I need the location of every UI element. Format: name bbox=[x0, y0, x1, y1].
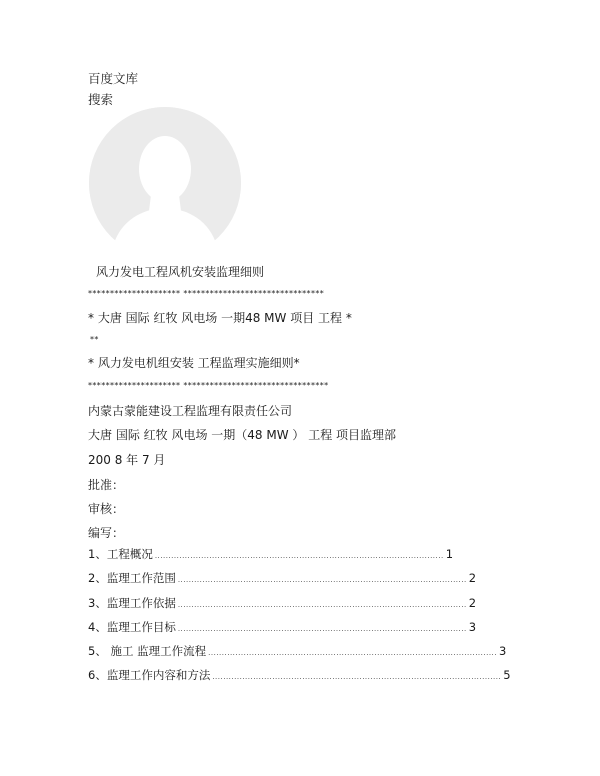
avatar bbox=[89, 107, 241, 259]
toc-item-page: 5 bbox=[503, 668, 511, 682]
toc-item[interactable] bbox=[88, 643, 507, 659]
toc-item[interactable] bbox=[88, 619, 477, 635]
toc-item-label: 5、 施工 监理工作流程 bbox=[88, 644, 207, 658]
separator-stars-2: ********************* ********************************* bbox=[88, 381, 329, 390]
toc-leader-dots: .......................................................................................................... bbox=[154, 552, 444, 560]
doc-date: 200 8 年 7 月 bbox=[88, 453, 166, 467]
toc-item-label: 2、监理工作范围 bbox=[88, 571, 176, 585]
toc-leader-dots: .......................................................................................................... bbox=[177, 625, 467, 633]
project-name: * 大唐 国际 红牧 风电场 一期48 MW 项目 工程 * bbox=[88, 311, 352, 325]
separator-stars: ********************* ******************************** bbox=[88, 289, 325, 298]
toc-item[interactable] bbox=[88, 570, 477, 586]
department-name: 大唐 国际 红牧 风电场 一期（48 MW ） 工程 项目监理部 bbox=[88, 428, 397, 442]
person-silhouette-icon bbox=[89, 107, 241, 259]
approve-label: 批准： bbox=[88, 478, 125, 492]
company-name: 内蒙古蒙能建设工程监理有限责任公司 bbox=[88, 404, 293, 418]
toc-item-page: 2 bbox=[468, 596, 477, 610]
search-link[interactable]: 搜索 bbox=[88, 92, 114, 107]
toc-item[interactable] bbox=[88, 667, 511, 683]
toc-item-page: 3 bbox=[468, 620, 477, 634]
toc-item-page: 1 bbox=[445, 547, 454, 561]
author-label: 编写： bbox=[88, 526, 125, 540]
brand-name[interactable]: 百度文库 bbox=[88, 71, 139, 86]
doc-subtitle: * 风力发电机组安装 工程监理实施细则* bbox=[88, 356, 300, 370]
toc-item[interactable] bbox=[88, 546, 454, 562]
separator-double-star: ** bbox=[90, 335, 99, 344]
toc-item-label: 4、监理工作目标 bbox=[88, 620, 176, 634]
toc-leader-dots: .......................................................................................................... bbox=[212, 673, 502, 681]
toc-item-page: 3 bbox=[499, 644, 507, 658]
toc-leader-dots: .......................................................................................................... bbox=[208, 649, 498, 657]
review-label: 审核： bbox=[88, 502, 125, 516]
doc-title: 风力发电工程风机安装监理细则 bbox=[96, 265, 265, 279]
toc-leader-dots: .......................................................................................................... bbox=[177, 601, 467, 609]
toc-item-page: 2 bbox=[468, 571, 477, 585]
toc-leader-dots: .......................................................................................................... bbox=[177, 576, 467, 584]
toc-item-label: 6、监理工作内容和方法 bbox=[88, 668, 211, 682]
toc-item-label: 1、工程概况 bbox=[88, 547, 153, 561]
toc-item-label: 3、监理工作依据 bbox=[88, 596, 176, 610]
toc-item[interactable] bbox=[88, 595, 477, 611]
